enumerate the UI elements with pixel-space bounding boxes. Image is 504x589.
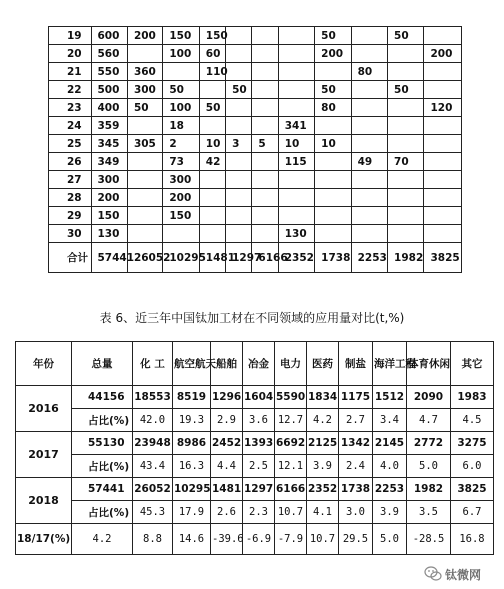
growth-cell: -28.5 (407, 524, 451, 555)
share-label: 占比(%) (72, 455, 133, 478)
table-cell: 200 (127, 27, 162, 45)
table-cell (424, 81, 462, 99)
column-header: 医药 (307, 342, 339, 386)
table-cell: 2 (163, 135, 199, 153)
table-cell: 130 (91, 225, 127, 243)
share-cell: 2.6 (211, 501, 243, 524)
table-cell (278, 171, 314, 189)
table-cell: 80 (351, 63, 387, 81)
table-cell (252, 171, 278, 189)
total-cell: 2352 (278, 243, 314, 273)
value-cell: 6166 (275, 478, 307, 501)
table-cell (226, 45, 252, 63)
table-cell (351, 99, 387, 117)
value-cell: 1738 (339, 478, 373, 501)
total-cell: 1982 (388, 243, 424, 273)
table-cell (278, 27, 314, 45)
column-header: 船舶 (211, 342, 243, 386)
table-cell: 200 (91, 189, 127, 207)
table-cell: 10 (315, 135, 351, 153)
column-header: 制盐 (339, 342, 373, 386)
share-cell: 2.3 (243, 501, 275, 524)
growth-cell: 29.5 (339, 524, 373, 555)
table-cell (226, 63, 252, 81)
growth-label: 18/17(%) (16, 524, 72, 555)
share-cell: 12.1 (275, 455, 307, 478)
value-cell: 1296 (211, 386, 243, 409)
table-cell: 50 (226, 81, 252, 99)
table-cell (351, 81, 387, 99)
table-cell: 50 (199, 99, 225, 117)
growth-cell: -39.6 (211, 524, 243, 555)
table-cell (127, 207, 162, 225)
value-cell: 10295 (173, 478, 211, 501)
value-cell: 1393 (243, 432, 275, 455)
value-cell: 2253 (373, 478, 407, 501)
total-value: 57441 (72, 478, 133, 501)
column-header: 航空航天 (173, 342, 211, 386)
table-cell (252, 81, 278, 99)
wechat-logo-icon (424, 566, 442, 582)
table-cell (252, 225, 278, 243)
share-cell: 2.4 (339, 455, 373, 478)
share-cell: 4.0 (373, 455, 407, 478)
row-index: 22 (49, 81, 92, 99)
value-cell: 2772 (407, 432, 451, 455)
watermark (424, 565, 494, 583)
table-cell (388, 45, 424, 63)
table-cell (278, 45, 314, 63)
row-index: 27 (49, 171, 92, 189)
table-cell (199, 225, 225, 243)
value-cell: 1834 (307, 386, 339, 409)
value-cell: 1175 (339, 386, 373, 409)
table-cell: 200 (163, 189, 199, 207)
table-cell (252, 153, 278, 171)
table-cell: 300 (163, 171, 199, 189)
table-cell (424, 207, 462, 225)
table-caption: 表 6、近三年中国钛加工材在不同领域的应用量对比(t,%) (99, 311, 405, 325)
row-index: 30 (49, 225, 92, 243)
share-cell: 3.4 (373, 409, 407, 432)
table-cell: 70 (388, 153, 424, 171)
share-cell: 10.7 (275, 501, 307, 524)
table-cell (351, 171, 387, 189)
share-cell: 4.5 (451, 409, 494, 432)
table-cell: 50 (163, 81, 199, 99)
table-cell: 5 (252, 135, 278, 153)
table-cell: 100 (163, 99, 199, 117)
table-row (49, 153, 462, 171)
value-cell: 8519 (173, 386, 211, 409)
table-cell (424, 63, 462, 81)
table-cell: 360 (127, 63, 162, 81)
table-cell: 110 (199, 63, 225, 81)
share-cell: 4.2 (307, 409, 339, 432)
table-cell (278, 189, 314, 207)
table-cell (278, 81, 314, 99)
share-cell: 6.0 (451, 455, 494, 478)
year-share-row (16, 409, 494, 432)
table-cell (315, 225, 351, 243)
table-cell (252, 117, 278, 135)
header-row (16, 342, 494, 386)
table-row (49, 189, 462, 207)
table-cell: 150 (163, 27, 199, 45)
table-cell (278, 99, 314, 117)
table-cell (252, 27, 278, 45)
table-cell: 345 (91, 135, 127, 153)
table-cell (315, 207, 351, 225)
table-cell: 305 (127, 135, 162, 153)
total-cell: 3825 (424, 243, 462, 273)
column-header: 冶金 (243, 342, 275, 386)
table-cell (388, 63, 424, 81)
table-cell (127, 225, 162, 243)
share-cell: 2.9 (211, 409, 243, 432)
table-cell: 550 (91, 63, 127, 81)
row-index: 21 (49, 63, 92, 81)
value-cell: 8986 (173, 432, 211, 455)
table-cell (351, 45, 387, 63)
table-cell (127, 153, 162, 171)
table-cell (127, 117, 162, 135)
table-cell (278, 63, 314, 81)
table-row (49, 135, 462, 153)
table-cell (351, 189, 387, 207)
share-cell: 4.4 (211, 455, 243, 478)
share-cell: 4.1 (307, 501, 339, 524)
share-cell: 3.9 (307, 455, 339, 478)
value-cell: 1983 (451, 386, 494, 409)
table-cell (388, 171, 424, 189)
table-cell (424, 171, 462, 189)
value-cell: 2352 (307, 478, 339, 501)
table-cell: 400 (91, 99, 127, 117)
table-cell (351, 117, 387, 135)
table-cell (226, 171, 252, 189)
table-cell: 50 (315, 81, 351, 99)
value-cell: 1512 (373, 386, 407, 409)
total-cell: 2253 (351, 243, 387, 273)
table-cell (226, 99, 252, 117)
share-cell: 12.7 (275, 409, 307, 432)
value-cell: 2452 (211, 432, 243, 455)
table-cell (199, 117, 225, 135)
table-cell: 115 (278, 153, 314, 171)
column-header: 其它 (451, 342, 494, 386)
share-label: 占比(%) (72, 501, 133, 524)
year-cell: 2016 (16, 386, 72, 432)
year-value-row (16, 386, 494, 409)
row-index: 28 (49, 189, 92, 207)
table-cell (127, 171, 162, 189)
table-cell: 50 (388, 27, 424, 45)
table-cell: 349 (91, 153, 127, 171)
year-cell: 2017 (16, 432, 72, 478)
share-cell: 45.3 (133, 501, 173, 524)
table-cell: 200 (424, 45, 462, 63)
share-cell: 19.3 (173, 409, 211, 432)
total-row (49, 243, 462, 273)
table-cell: 600 (91, 27, 127, 45)
table-cell (388, 207, 424, 225)
column-header: 年份 (16, 342, 72, 386)
share-cell: 3.5 (407, 501, 451, 524)
year-value-row (16, 432, 494, 455)
application-table-continuation (48, 26, 462, 273)
column-header: 电力 (275, 342, 307, 386)
value-cell: 5590 (275, 386, 307, 409)
table-row (49, 207, 462, 225)
value-cell: 1342 (339, 432, 373, 455)
value-cell: 1297 (243, 478, 275, 501)
table-cell: 150 (91, 207, 127, 225)
table-cell: 300 (127, 81, 162, 99)
watermark-text: 钛微网 (445, 567, 482, 582)
year-value-row (16, 478, 494, 501)
share-cell: 6.7 (451, 501, 494, 524)
table-cell (226, 117, 252, 135)
table-cell: 80 (315, 99, 351, 117)
table-cell (315, 189, 351, 207)
growth-cell: -7.9 (275, 524, 307, 555)
table-row (49, 171, 462, 189)
share-cell: 17.9 (173, 501, 211, 524)
value-cell: 6692 (275, 432, 307, 455)
growth-cell: 14.6 (173, 524, 211, 555)
table-row (49, 99, 462, 117)
table-cell (388, 99, 424, 117)
row-index: 26 (49, 153, 92, 171)
table-cell (424, 225, 462, 243)
table-cell (226, 225, 252, 243)
year-cell: 2018 (16, 478, 72, 524)
value-cell: 1604 (243, 386, 275, 409)
total-cell: 10295 (163, 243, 199, 273)
value-cell: 2145 (373, 432, 407, 455)
table-cell (424, 117, 462, 135)
table-cell: 130 (278, 225, 314, 243)
share-cell: 5.0 (407, 455, 451, 478)
table-cell (424, 135, 462, 153)
table-cell: 150 (199, 27, 225, 45)
table-cell (127, 189, 162, 207)
table-cell (424, 189, 462, 207)
table-cell: 560 (91, 45, 127, 63)
total-value: 44156 (72, 386, 133, 409)
total-cell: 26052 (127, 243, 162, 273)
table-cell (315, 153, 351, 171)
table-cell (252, 189, 278, 207)
table-cell: 42 (199, 153, 225, 171)
table-cell (252, 207, 278, 225)
table-cell (226, 207, 252, 225)
table-cell: 341 (278, 117, 314, 135)
growth-cell: 8.8 (133, 524, 173, 555)
table-cell: 3 (226, 135, 252, 153)
table-cell: 49 (351, 153, 387, 171)
table-cell: 18 (163, 117, 199, 135)
total-cell: 1297 (226, 243, 252, 273)
table-cell (424, 153, 462, 171)
table-cell (351, 225, 387, 243)
table-cell: 100 (163, 45, 199, 63)
table-cell (388, 225, 424, 243)
table-cell (226, 189, 252, 207)
table-cell (252, 45, 278, 63)
share-cell: 2.7 (339, 409, 373, 432)
value-cell: 2090 (407, 386, 451, 409)
table-row (49, 117, 462, 135)
table-row (49, 81, 462, 99)
table-cell (388, 189, 424, 207)
table-cell (424, 27, 462, 45)
value-cell: 18553 (133, 386, 173, 409)
table-cell (252, 99, 278, 117)
value-cell: 23948 (133, 432, 173, 455)
table-cell (278, 207, 314, 225)
table-cell (163, 63, 199, 81)
table-cell (315, 63, 351, 81)
table-cell (127, 45, 162, 63)
value-cell: 1982 (407, 478, 451, 501)
table-cell (199, 189, 225, 207)
row-index: 23 (49, 99, 92, 117)
share-cell: 4.7 (407, 409, 451, 432)
total-cell: 1738 (315, 243, 351, 273)
column-header: 体育休闲 (407, 342, 451, 386)
total-label: 合计 (49, 243, 92, 273)
table-cell: 50 (388, 81, 424, 99)
growth-cell: 5.0 (373, 524, 407, 555)
row-index: 19 (49, 27, 92, 45)
year-share-row (16, 455, 494, 478)
growth-row (16, 524, 494, 555)
growth-cell: -6.9 (243, 524, 275, 555)
comparison-table (15, 341, 494, 555)
share-cell: 43.4 (133, 455, 173, 478)
table-cell (351, 135, 387, 153)
row-index: 25 (49, 135, 92, 153)
table-cell (351, 27, 387, 45)
value-cell: 1481 (211, 478, 243, 501)
year-share-row (16, 501, 494, 524)
table-cell: 10 (199, 135, 225, 153)
table-cell (351, 207, 387, 225)
share-cell: 16.3 (173, 455, 211, 478)
table-cell: 60 (199, 45, 225, 63)
table-row (49, 63, 462, 81)
table-cell (199, 207, 225, 225)
table-cell: 50 (315, 27, 351, 45)
share-cell: 3.9 (373, 501, 407, 524)
growth-cell: 10.7 (307, 524, 339, 555)
table-cell (226, 153, 252, 171)
share-cell: 3.6 (243, 409, 275, 432)
table-cell (388, 117, 424, 135)
table-cell (163, 225, 199, 243)
column-header: 总量 (72, 342, 133, 386)
table-cell (199, 81, 225, 99)
table-cell (315, 171, 351, 189)
table-cell: 500 (91, 81, 127, 99)
value-cell: 3275 (451, 432, 494, 455)
value-cell: 3825 (451, 478, 494, 501)
row-index: 20 (49, 45, 92, 63)
total-cell: 6166 (252, 243, 278, 273)
table-cell (226, 27, 252, 45)
total-cell: 57441 (91, 243, 127, 273)
total-cell: 1481 (199, 243, 225, 273)
growth-cell: 4.2 (72, 524, 133, 555)
row-index: 24 (49, 117, 92, 135)
table-cell: 150 (163, 207, 199, 225)
table-cell (199, 171, 225, 189)
value-cell: 26052 (133, 478, 173, 501)
table-row (49, 45, 462, 63)
share-cell: 3.0 (339, 501, 373, 524)
table-cell: 300 (91, 171, 127, 189)
table-cell: 200 (315, 45, 351, 63)
table-cell: 359 (91, 117, 127, 135)
table-row (49, 225, 462, 243)
table-cell: 120 (424, 99, 462, 117)
column-header: 化 工 (133, 342, 173, 386)
share-cell: 42.0 (133, 409, 173, 432)
table-cell: 50 (127, 99, 162, 117)
row-index: 29 (49, 207, 92, 225)
column-header: 海洋工程 (373, 342, 407, 386)
table-row (49, 27, 462, 45)
value-cell: 2125 (307, 432, 339, 455)
growth-cell: 16.8 (451, 524, 494, 555)
table-cell (252, 63, 278, 81)
share-cell: 2.5 (243, 455, 275, 478)
table-cell (315, 117, 351, 135)
total-value: 55130 (72, 432, 133, 455)
share-label: 占比(%) (72, 409, 133, 432)
table-cell: 73 (163, 153, 199, 171)
table-cell: 10 (278, 135, 314, 153)
table-cell (388, 135, 424, 153)
